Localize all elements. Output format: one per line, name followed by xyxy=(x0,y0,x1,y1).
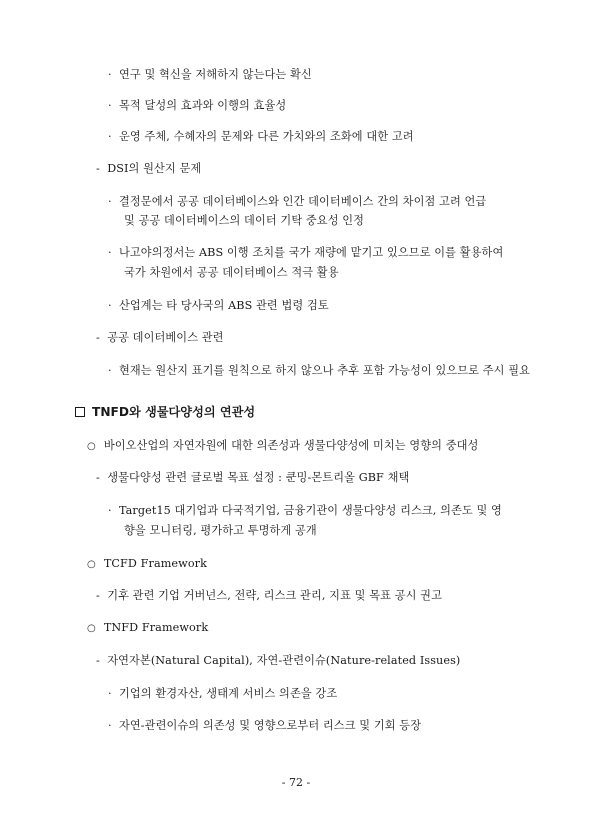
circle-text: TNFD Framework xyxy=(103,621,209,634)
circle-item xyxy=(87,557,207,572)
dash-marker: - xyxy=(96,162,100,175)
circle-item xyxy=(87,621,208,636)
dash-item xyxy=(96,471,409,485)
dash-text: 생물다양성 관련 글로벌 목표 설정 : 쿤밍-몬트리올 GBF 채택 xyxy=(107,471,410,484)
bullet-text: 산업계는 타 당사국의 ABS 관련 법령 검토 xyxy=(118,299,329,312)
continuation-text: 국가 차원에서 공공 데이터베이스 적극 활용 xyxy=(124,266,339,279)
bullet-marker: · xyxy=(108,687,112,700)
dash-text: 공공 데이터베이스 관련 xyxy=(107,331,224,344)
bullet-continuation xyxy=(124,524,317,538)
checkbox-square-icon xyxy=(75,407,85,417)
bullet-item xyxy=(108,719,421,733)
bullet-item xyxy=(108,99,286,113)
bullet-item xyxy=(108,195,486,209)
circle-marker: ○ xyxy=(87,559,96,570)
bullet-item xyxy=(108,246,503,260)
bullet-item xyxy=(108,504,502,518)
bullet-text: 목적 달성의 효과와 이행의 효율성 xyxy=(118,99,287,112)
circle-text: TCFD Framework xyxy=(103,557,207,570)
bullet-text: Target15 대기업과 다국적기업, 금융기관이 생물다양성 리스크, 의존도 및 영 xyxy=(118,504,502,517)
bullet-continuation xyxy=(124,214,364,228)
bullet-marker: · xyxy=(108,130,112,143)
bullet-text: 운영 주체, 수혜자의 문제와 다른 가치와의 조화에 대한 고려 xyxy=(118,130,414,143)
bullet-item xyxy=(108,130,414,144)
bullet-text: 결정문에서 공공 데이터베이스와 인간 데이터베이스 간의 차이점 고려 언급 xyxy=(118,195,487,208)
dash-marker: - xyxy=(96,654,100,667)
bullet-marker: · xyxy=(108,504,112,517)
bullet-item xyxy=(108,687,337,701)
bullet-continuation xyxy=(124,266,339,280)
dash-text: 기후 관련 기업 거버넌스, 전략, 리스크 관리, 지표 및 목표 공시 권고 xyxy=(107,589,442,602)
continuation-text: 및 공공 데이터베이스의 데이터 기탁 중요성 인정 xyxy=(124,214,365,227)
dash-item xyxy=(96,654,460,668)
circle-marker: ○ xyxy=(87,441,96,452)
dash-marker: - xyxy=(96,471,100,484)
dash-marker: - xyxy=(96,589,100,602)
dash-item xyxy=(96,331,224,345)
bullet-item xyxy=(108,68,312,82)
circle-marker: ○ xyxy=(87,623,96,634)
dash-item xyxy=(96,162,201,176)
bullet-item xyxy=(108,299,329,313)
section-heading xyxy=(75,405,255,420)
circle-item xyxy=(87,439,478,454)
bullet-marker: · xyxy=(108,364,112,377)
dash-text: DSI의 원산지 문제 xyxy=(107,162,202,175)
page-number: - 72 - xyxy=(281,776,311,789)
bullet-marker: · xyxy=(108,195,112,208)
bullet-item xyxy=(108,364,530,378)
bullet-marker: · xyxy=(108,68,112,81)
bullet-text: 나고야의정서는 ABS 이행 조치를 국가 재량에 맡기고 있으므로 이를 활용하여 xyxy=(118,246,504,259)
dash-text: 자연자본(Natural Capital), 자연-관련이슈(Nature-related Issues) xyxy=(107,654,461,667)
continuation-text: 향을 모니터링, 평가하고 투명하게 공개 xyxy=(124,524,317,537)
bullet-text: 기업의 환경자산, 생태계 서비스 의존을 강조 xyxy=(118,687,338,700)
bullet-marker: · xyxy=(108,246,112,259)
dash-item xyxy=(96,589,442,603)
bullet-marker: · xyxy=(108,99,112,112)
bullet-text: 현재는 원산지 표기를 원칙으로 하지 않으나 추후 포함 가능성이 있으므로 주시 필요 xyxy=(118,364,531,377)
bullet-marker: · xyxy=(108,719,112,732)
bullet-marker: · xyxy=(108,299,112,312)
circle-text: 바이오산업의 자연자원에 대한 의존성과 생물다양성에 미치는 영향의 중대성 xyxy=(103,439,479,452)
bullet-text: 자연-관련이슈의 의존성 및 영향으로부터 리스크 및 기회 등장 xyxy=(118,719,422,732)
section-title: TNFD와 생물다양성의 연관성 xyxy=(92,405,256,419)
dash-marker: - xyxy=(96,331,100,344)
bullet-text: 연구 및 혁신을 저해하지 않는다는 확신 xyxy=(118,68,312,81)
